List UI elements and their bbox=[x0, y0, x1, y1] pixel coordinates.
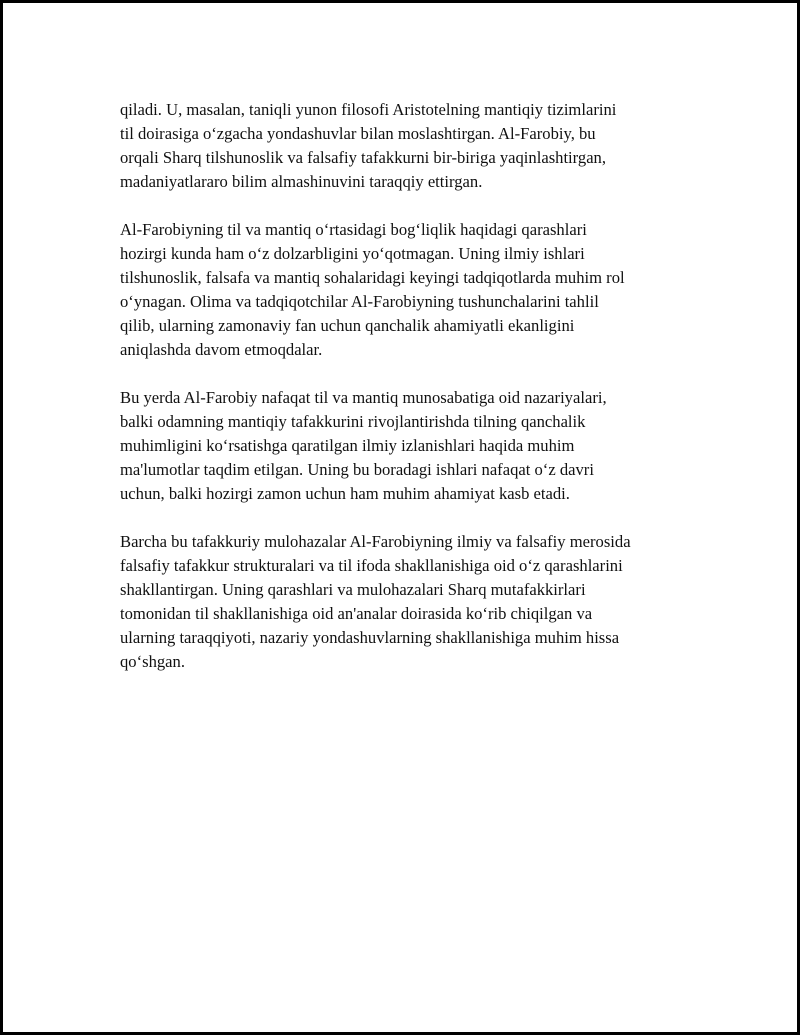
text-line: muhimligini ko‘rsatishga qaratilgan ilmiy izlanishlari haqida muhim bbox=[120, 436, 575, 455]
text-line: Al-Farobiyning til va mantiq o‘rtasidagi bog‘liqlik haqidagi qarashlari bbox=[120, 220, 587, 239]
text-line: ma'lumotlar taqdim etilgan. Uning bu boradagi ishlari nafaqat o‘z davri bbox=[120, 460, 594, 479]
text-line: o‘ynagan. Olima va tadqiqotchilar Al-Farobiyning tushunchalarini tahlil bbox=[120, 292, 599, 311]
paragraph-3 bbox=[120, 386, 700, 506]
text-line: qo‘shgan. bbox=[120, 652, 185, 671]
paragraph-2 bbox=[120, 218, 700, 362]
text-line: tomonidan til shakllanishiga oid an'analar doirasida ko‘rib chiqilgan va bbox=[120, 604, 593, 623]
text-line: shakllantirgan. Uning qarashlari va mulohazalari Sharq mutafakkirlari bbox=[120, 580, 586, 599]
text-line: falsafiy tafakkur strukturalari va til ifoda shakllanishiga oid o‘z qarashlarini bbox=[120, 556, 623, 575]
text-line: madaniyatlararo bilim almashinuvini taraqqiy ettirgan. bbox=[120, 172, 483, 191]
text-line: uchun, balki hozirgi zamon uchun ham muhim ahamiyat kasb etadi. bbox=[120, 484, 570, 503]
text-line: aniqlashda davom etmoqdalar. bbox=[120, 340, 323, 359]
text-line: qilib, ularning zamonaviy fan uchun qanchalik ahamiyatli ekanligini bbox=[120, 316, 575, 335]
text-line: hozirgi kunda ham o‘z dolzarbligini yo‘qotmagan. Uning ilmiy ishlari bbox=[120, 244, 585, 263]
paragraph-1 bbox=[120, 98, 700, 194]
text-line: ularning taraqqiyoti, nazariy yondashuvlarning shakllanishiga muhim hissa bbox=[120, 628, 620, 647]
document-body bbox=[120, 98, 700, 698]
text-line: til doirasiga o‘zgacha yondashuvlar bilan moslashtirgan. Al-Farobiy, bu bbox=[120, 124, 596, 143]
text-line: tilshunoslik, falsafa va mantiq sohalaridagi keyingi tadqiqotlarda muhim rol bbox=[120, 268, 625, 287]
text-line: balki odamning mantiqiy tafakkurini rivojlantirishda tilning qanchalik bbox=[120, 412, 586, 431]
paragraph-4 bbox=[120, 530, 700, 674]
text-line: orqali Sharq tilshunoslik va falsafiy tafakkurni bir-biriga yaqinlashtirgan, bbox=[120, 148, 606, 167]
text-line: qiladi. U, masalan, taniqli yunon filosofi Aristotelning mantiqiy tizimlarini bbox=[120, 100, 617, 119]
text-line: Barcha bu tafakkuriy mulohazalar Al-Farobiyning ilmiy va falsafiy merosida bbox=[120, 532, 631, 551]
text-line: Bu yerda Al-Farobiy nafaqat til va mantiq munosabatiga oid nazariyalari, bbox=[120, 388, 607, 407]
